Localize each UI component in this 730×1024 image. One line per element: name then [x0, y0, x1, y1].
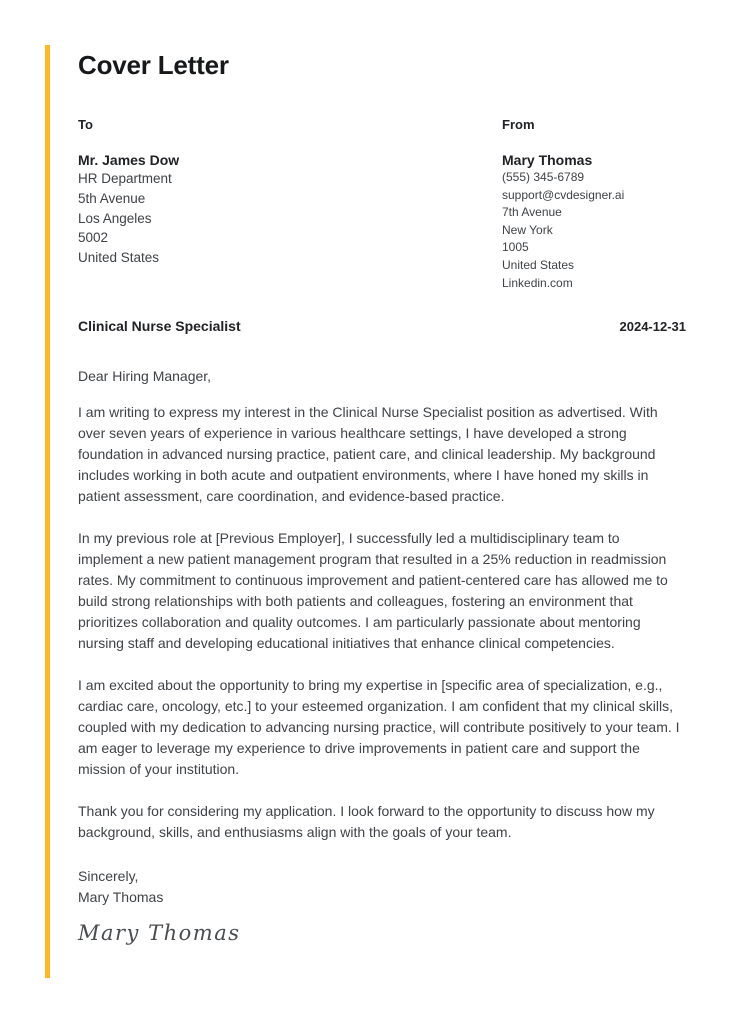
recipient-city: Los Angeles [78, 210, 152, 226]
job-meta-row [78, 318, 686, 334]
recipient-name: Mr. James Dow [78, 152, 180, 168]
sender-linkedin: Linkedin.com [502, 275, 573, 290]
recipient-postal-code: 5002 [78, 230, 109, 246]
recipient-street: 5th Avenue [78, 190, 146, 206]
letter-paragraph: Thank you for considering my application. I look forward to the opportunity to discuss how my background, skills, and enthusiasms align with the goals of your team. [78, 803, 655, 841]
job-title: Clinical Nurse Specialist [78, 318, 241, 335]
signed-name: Mary Thomas [78, 889, 164, 906]
letter-date: 2024-12-31 [619, 319, 686, 335]
sender-postal-code: 1005 [502, 240, 529, 255]
page-title: Cover Letter [78, 50, 229, 80]
letter-paragraph: I am writing to express my interest in the Clinical Nurse Specialist position as advertised. With over seven years of experience in various healthcare settings, I have developed a strong foundation in advanced nursing practice, patient care, and clinical leadership. My background includes working in both acute and outpatient environments, where I have honed my skills in patient assessment, care coordination, and evidence-based practice. [78, 404, 658, 505]
sender-phone: (555) 345-6789 [502, 170, 585, 184]
accent-bar [45, 45, 50, 978]
closing-block [78, 866, 686, 908]
letter-content [78, 0, 686, 945]
recipient-label: To [78, 117, 93, 132]
closing-word: Sincerely, [78, 868, 139, 885]
letter-paragraph: I am excited about the opportunity to bring my expertise in [specific area of specialization, e.g., cardiac care, oncology, etc.] to your esteemed organization. I am confident that my clinical skills, coupled with my dedication to advancing nursing practice, will contribute positively to your team. I am eager to leverage my experience to drive improvements in patient care and support the mission of your institution. [78, 677, 680, 778]
letter-paragraph: In my previous role at [Previous Employer], I successfully led a multidisciplinary team to implement a new patient management program that resulted in a 25% reduction in readmission rates. My commitment to continuous improvement and patient-centered care has allowed me to build strong relationships with both patients and colleagues, fostering an environment that prioritizes collaboration and quality outcomes. I am particularly passionate about mentoring nursing staff and developing educational initiatives that enhance clinical competencies. [78, 530, 668, 652]
recipient-block [78, 118, 502, 292]
sender-email: support@cvdesigner.ai [502, 187, 625, 202]
sender-city: New York [502, 222, 553, 237]
handwritten-signature: Mary Thomas [78, 921, 241, 946]
recipient-department: HR Department [78, 171, 172, 186]
sender-street: 7th Avenue [502, 205, 562, 220]
sender-country: United States [502, 257, 575, 272]
sender-label: From [502, 117, 535, 132]
recipient-country: United States [78, 250, 160, 266]
sender-block [502, 118, 686, 292]
address-section [78, 118, 686, 292]
sender-name: Mary Thomas [502, 152, 593, 168]
salutation: Dear Hiring Manager, [78, 368, 212, 385]
